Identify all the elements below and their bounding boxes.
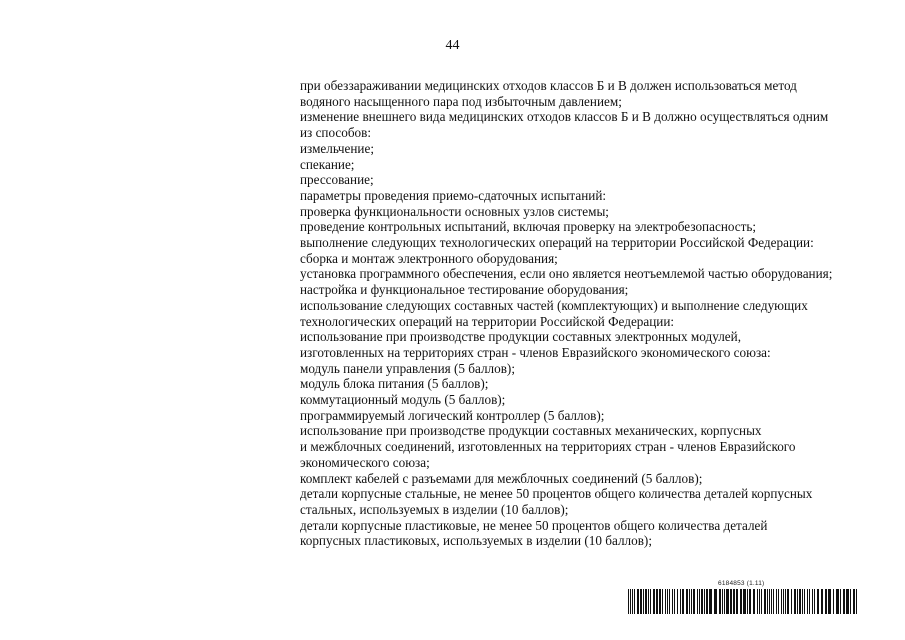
barcode-bar <box>776 589 777 614</box>
barcode-bar <box>672 589 673 614</box>
barcode-bar <box>719 589 721 614</box>
text-line: использование при производстве продукции составных механических, корпусных <box>300 423 762 439</box>
barcode-bar <box>814 589 815 614</box>
barcode-bar <box>833 589 834 614</box>
text-line: выполнение следующих технологических операций на территории Российской Федерации: <box>300 235 814 251</box>
text-line: изменение внешнего вида медицинских отходов классов Б и В должно осуществляться одним <box>300 109 829 125</box>
barcode-bar <box>781 589 782 614</box>
barcode-bar <box>724 589 725 614</box>
barcode-bar <box>709 589 712 614</box>
text-line: спекание; <box>300 156 355 172</box>
text-line: комплект кабелей с разъемами для межблочных соединений (5 баллов); <box>300 470 703 486</box>
text-line: коммутационный модуль (5 баллов); <box>300 392 506 408</box>
barcode-code: 6184853 (1.11) <box>718 580 765 587</box>
barcode-bar <box>747 589 748 614</box>
page-number <box>0 38 905 54</box>
barcode-bar <box>674 589 675 614</box>
barcode-bar <box>785 589 786 614</box>
text-line: детали корпусные стальные, не менее 50 процентов общего количества деталей корпусных <box>300 486 813 502</box>
barcode-bar <box>787 589 789 614</box>
barcode-bar <box>791 589 792 614</box>
barcode-bar <box>632 589 633 614</box>
text-line: технологических операций на территории Российской Федерации: <box>300 313 675 329</box>
barcode-bar <box>634 589 635 614</box>
barcode-bar <box>659 589 661 614</box>
barcode-bar <box>828 589 831 614</box>
barcode-bar <box>667 589 668 614</box>
barcode-bar <box>757 589 758 614</box>
barcode-bar <box>773 589 774 614</box>
barcode-bar <box>794 589 796 614</box>
barcode-bar <box>662 589 663 614</box>
barcode-bar <box>680 589 681 614</box>
barcode-bar <box>669 589 670 614</box>
barcode-bar <box>699 589 700 614</box>
barcode-bar <box>853 589 855 614</box>
text-line: установка программного обеспечения, если оно является неотъемлемой частью оборудования; <box>300 266 833 282</box>
barcode-bar <box>643 589 644 614</box>
document-body <box>300 78 880 549</box>
text-line: экономического союза; <box>300 454 430 470</box>
barcode-bar <box>771 589 772 614</box>
barcode-bar <box>856 589 857 614</box>
text-line: измельчение; <box>300 140 374 156</box>
page-number-text: 44 <box>445 38 460 53</box>
barcode-bar <box>764 589 766 614</box>
text-line: корпусных пластиковых, используемых в изделии (10 баллов); <box>300 533 652 549</box>
barcode-image <box>628 589 858 614</box>
barcode-bar <box>693 589 695 614</box>
barcode-bar <box>825 589 827 614</box>
barcode-bar <box>836 589 839 614</box>
text-line: прессование; <box>300 172 374 188</box>
barcode-bar <box>714 589 717 614</box>
text-line: модуль панели управления (5 баллов); <box>300 360 515 376</box>
barcode-bar <box>840 589 841 614</box>
barcode-bar <box>817 589 819 614</box>
barcode-bar <box>653 589 655 614</box>
text-line: детали корпусные пластиковые, не менее 50 процентов общего количества деталей <box>300 517 768 533</box>
barcode-bar <box>645 589 647 614</box>
barcode-bar <box>807 589 808 614</box>
barcode-bar <box>753 589 755 614</box>
barcode-bar <box>843 589 845 614</box>
barcode-bar <box>821 589 823 614</box>
barcode-bar <box>722 589 723 614</box>
barcode-bar <box>726 589 729 614</box>
barcode-bar <box>736 589 738 614</box>
barcode-bar <box>767 589 768 614</box>
barcode-bar <box>704 589 705 614</box>
barcode-bar <box>656 589 658 614</box>
barcode-bar <box>778 589 779 614</box>
text-line: изготовленных на территориях стран - членов Евразийского экономического союза: <box>300 344 771 360</box>
barcode-bar <box>682 589 684 614</box>
barcode-bar <box>730 589 732 614</box>
barcode-bar <box>628 589 629 614</box>
barcode-bar <box>706 589 708 614</box>
barcode-bar <box>802 589 803 614</box>
text-line: из способов: <box>300 125 372 141</box>
barcode-bar <box>686 589 688 614</box>
barcode-bar <box>740 589 742 614</box>
barcode-bar <box>697 589 698 614</box>
barcode-bar <box>769 589 770 614</box>
barcode-bar <box>650 589 651 614</box>
text-line: и межблочных соединений, изготовленных на территориях стран - членов Евразийского <box>300 439 796 455</box>
barcode-bar <box>689 589 690 614</box>
barcode-bar <box>846 589 849 614</box>
barcode-bar <box>630 589 631 614</box>
text-line: программируемый логический контроллер (5 баллов); <box>300 407 605 423</box>
barcode-bar <box>665 589 666 614</box>
barcode-bar <box>648 589 649 614</box>
barcode-bar <box>743 589 746 614</box>
barcode-bar <box>677 589 678 614</box>
text-line: проведение контрольных испытаний, включая проверку на электробезопасность; <box>300 219 757 235</box>
text-line: модуль блока питания (5 баллов); <box>300 376 489 392</box>
text-line: стальных, используемых в изделии (10 баллов); <box>300 501 569 517</box>
text-line: настройка и функциональное тестирование оборудования; <box>300 282 629 298</box>
barcode-bar <box>799 589 801 614</box>
barcode-bar <box>809 589 810 614</box>
barcode-bar <box>637 589 639 614</box>
barcode-bar <box>797 589 798 614</box>
barcode-bar <box>691 589 692 614</box>
barcode-bar <box>733 589 735 614</box>
barcode-bar <box>749 589 751 614</box>
barcode-bar <box>804 589 805 614</box>
text-line: проверка функциональности основных узлов системы; <box>300 203 609 219</box>
barcode-bar <box>701 589 703 614</box>
text-line: использование при производстве продукции составных электронных модулей, <box>300 329 741 345</box>
barcode-bar <box>759 589 760 614</box>
barcode-bar <box>812 589 813 614</box>
barcode-bar <box>761 589 762 614</box>
text-line: сборка и монтаж электронного оборудования; <box>300 250 558 266</box>
text-line: использование следующих составных частей (комплектующих) и выполнение следующих <box>300 297 808 313</box>
text-line: при обеззараживании медицинских отходов классов Б и В должен использоваться метод <box>300 78 797 93</box>
text-line: параметры проведения приемо-сдаточных испытаний: <box>300 187 607 203</box>
barcode-block <box>628 580 858 616</box>
barcode-bar <box>850 589 851 614</box>
barcode-bar <box>783 589 784 614</box>
text-line: водяного насыщенного пара под избыточным давлением; <box>300 93 622 109</box>
barcode-bar <box>640 589 642 614</box>
